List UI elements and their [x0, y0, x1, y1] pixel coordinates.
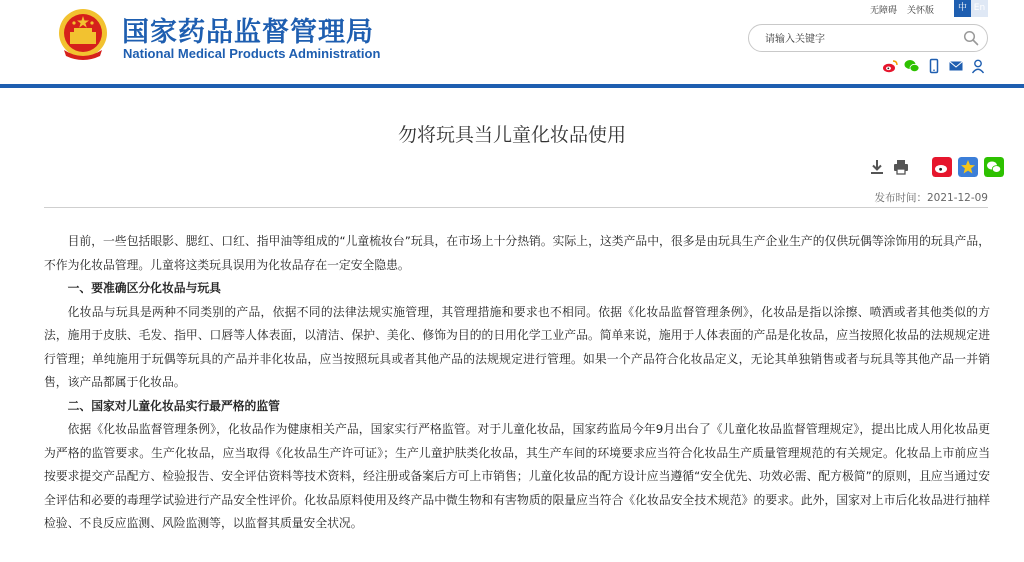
publish-time: 发布时间：2021-12-09 — [874, 192, 988, 204]
article-body — [44, 230, 990, 536]
language-switch — [954, 0, 988, 17]
wechat-icon[interactable] — [904, 58, 920, 74]
article-tools — [868, 157, 1004, 177]
accessibility-link[interactable]: 无障碍 — [869, 6, 897, 16]
section-heading: 一、要准确区分化妆品与玩具 — [67, 281, 221, 295]
paragraph: 依据《化妆品监督管理条例》，化妆品作为健康相关产品，国家实行严格监管。对于儿童化妆品，国家药监局今年9月出台了《儿童化妆品监督管理规定》，提出比成人用化妆品更为严格的监管要求。生产化妆品，应当取得《化妆品生产许可证》；生产儿童护肤类化妆品，其生产车间的环境要求应当符合化妆品生产质量管理规范的有关规定。化妆品上市前应当按要求提交产品配方、检验报告、安全评估资料等技术资料，经注册或备案后方可上市销售；儿童化妆品的配方设计应当遵循“安全优先、功效必需、配方极简”的原则，且应当通过安全评估和必要的毒理学试验进行产品安全性评价。化妆品原料使用及终产品中微生物和有害物质的限量应当符合《化妆品安全技术规范》的要求。此外，国家对上市后化妆品进行抽样检验、不良反应监测、风险监测等，以监督其质量安全状况。 — [44, 422, 990, 530]
user-icon[interactable] — [970, 58, 986, 74]
search-icon[interactable] — [963, 30, 979, 46]
site-subtitle: National Medical Products Administration — [123, 46, 381, 61]
title-divider — [44, 207, 988, 208]
article-title: 勿将玩具当儿童化妆品使用 — [397, 124, 626, 146]
search-box — [748, 24, 988, 52]
weibo-icon[interactable] — [882, 58, 898, 74]
national-emblem-logo[interactable] — [56, 6, 110, 64]
download-icon[interactable] — [868, 158, 886, 176]
section-heading: 二、国家对儿童化妆品实行最严格的监管 — [67, 398, 280, 413]
site-title[interactable]: 国家药品监督管理局 — [122, 17, 374, 48]
paragraph: 化妆品与玩具是两种不同类别的产品，依据不同的法律法规实施管理，其管理措施和要求也不相同。依据《化妆品监督管理条例》，化妆品是指以涂擦、喷洒或者其他类似的方法，施用于皮肤、毛发、指甲、口唇等人体表面，以清洁、保护、美化、修饰为目的的日用化学工业产品。简单来说，施用于人体表面的产品是化妆品，应当按照化妆品的法规规定进行管理；单纯施用于玩偶等玩具的产品并非化妆品，应当按照玩具或者其他产品的法规规定进行管理。如果一个产品符合化妆品定义，无论其单独销售或者与玩具等其他产品一并销售，该产品都属于化妆品。 — [44, 304, 990, 389]
paragraph: 目前，一些包括眼影、腮红、口红、指甲油等组成的“儿童梳妆台”玩具，在市场上十分热销。实际上，这类产品中，很多是由玩具生产企业生产的仅供玩偶等涂饰用的玩具产品，不作为化妆品管理。儿童将这类玩具误用为化妆品存在一定安全隐患。 — [44, 234, 990, 272]
header-icon-row — [882, 58, 986, 74]
share-weibo-icon[interactable] — [932, 157, 952, 177]
lang-zh-button[interactable]: 中 — [954, 0, 971, 17]
print-icon[interactable] — [892, 158, 910, 176]
lang-en-button[interactable]: En — [971, 0, 988, 17]
search-input[interactable] — [765, 31, 955, 47]
care-mode-link[interactable]: 关怀版 — [906, 6, 934, 16]
share-qzone-icon[interactable] — [958, 157, 978, 177]
share-wechat-icon[interactable] — [984, 157, 1004, 177]
mail-icon[interactable] — [948, 58, 964, 74]
top-links — [870, 3, 934, 16]
site-header — [0, 0, 1024, 88]
mobile-icon[interactable] — [926, 58, 942, 74]
